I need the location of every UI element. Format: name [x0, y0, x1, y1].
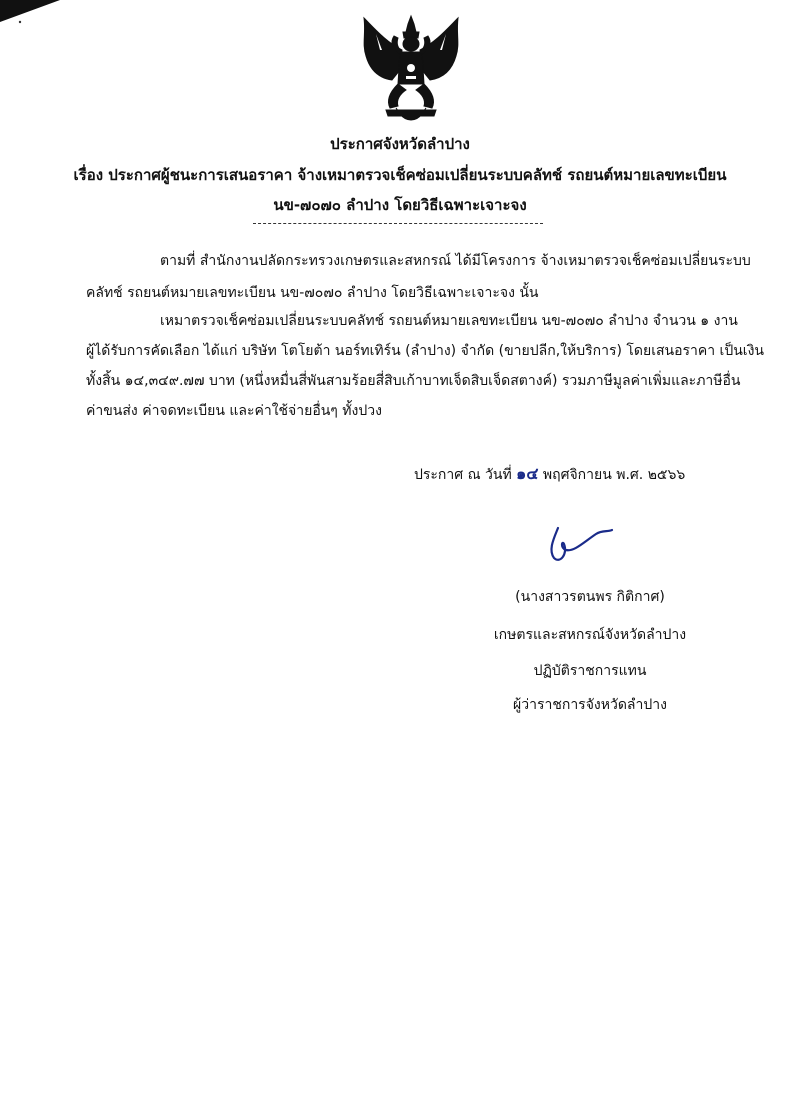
date-day-handwritten: ๑๔: [516, 464, 539, 483]
body-line-4: ผู้ได้รับการคัดเลือก ได้แก่ บริษัท โตโยต้า นอร์ทเทิร์น (ลำปาง) จำกัด (ขายปลีก,ให้บริการ) โดยเสนอราคา เป็นเงิน: [86, 343, 764, 359]
body-line-1: ตามที่ สำนักงานปลัดกระทรวงเกษตรและสหกรณ์ ได้มีโครงการ จ้างเหมาตรวจเช็คซ่อมเปลี่ยนระบบ: [160, 253, 751, 269]
subject-line-1: เรื่อง ประกาศผู้ชนะการเสนอราคา จ้างเหมาตรวจเช็คซ่อมเปลี่ยนระบบคลัทช์ รถยนต์หมายเลขทะเบียน: [73, 166, 727, 184]
garuda-emblem-icon: [356, 14, 466, 126]
body-line-3: เหมาตรวจเช็คซ่อมเปลี่ยนระบบคลัทช์ รถยนต์หมายเลขทะเบียน นข-๗๐๗๐ ลำปาง จำนวน ๑ งาน: [160, 313, 738, 329]
announcement-date: [414, 462, 685, 487]
signatory-acting: ปฏิบัติราชการแทน: [533, 663, 647, 679]
date-month-year: พฤศจิกายน พ.ศ. ๒๕๖๖: [542, 467, 686, 483]
scan-mark: [0, 0, 60, 30]
signatory-on-behalf: ผู้ว่าราชการจังหวัดลำปาง: [513, 697, 667, 713]
signatory-name: (นางสาวรตนพร กิติกาศ): [515, 589, 665, 605]
body-line-2: คลัทช์ รถยนต์หมายเลขทะเบียน นข-๗๐๗๐ ลำปาง โดยวิธีเฉพาะเจาะจง นั้น: [86, 285, 539, 301]
document-title: ประกาศจังหวัดลำปาง: [330, 135, 470, 153]
divider: [253, 223, 543, 224]
body-line-5: ทั้งสิ้น ๑๔,๓๔๙.๗๗ บาท (หนึ่งหมื่นสี่พันสามร้อยสี่สิบเก้าบาทเจ็ดสิบเจ็ดสตางค์) รวมภาษีมูลค่าเพิ่มและภาษีอื่น: [86, 373, 741, 389]
body-line-6: ค่าขนส่ง ค่าจดทะเบียน และค่าใช้จ่ายอื่นๆ ทั้งปวง: [86, 403, 382, 419]
date-prefix: ประกาศ ณ วันที่: [414, 467, 512, 483]
handwritten-signature: [540, 520, 620, 568]
subject-line-2: นข-๗๐๗๐ ลำปาง โดยวิธีเฉพาะเจาะจง: [273, 196, 527, 214]
signatory-position: เกษตรและสหกรณ์จังหวัดลำปาง: [493, 627, 687, 643]
